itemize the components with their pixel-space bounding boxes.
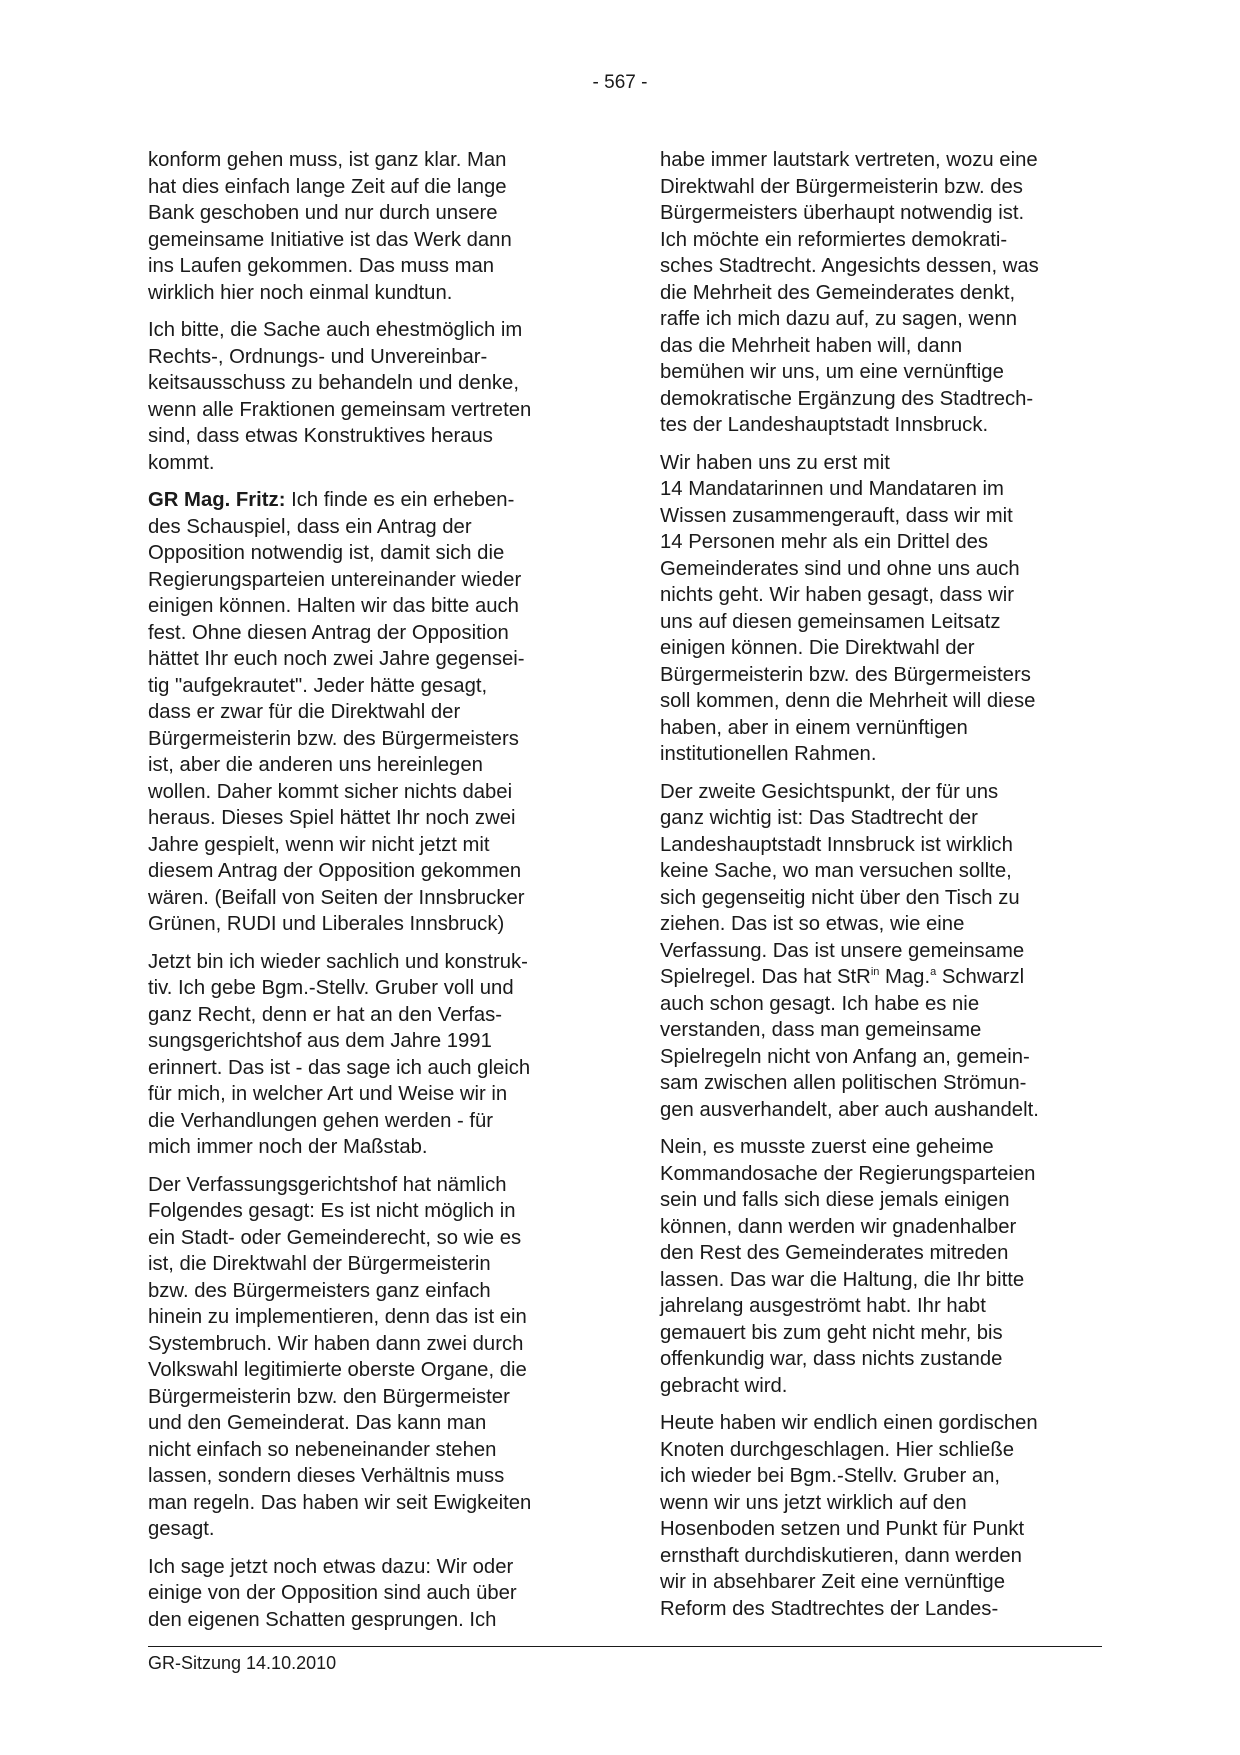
paragraph: Wir haben uns zu erst mit 14 Mandatarinnen und Mandataren im Wissen zusammengerauft, dass wir mit 14 Personen mehr als ein Drittel des Gemeinderates sind und ohne uns auch nichts geht. Wir haben gesagt, dass wir uns auf diesen gemeinsamen Leitsatz einigen können. Die Direktwahl der Bürgermeisterin bzw. des Bürgermeisters soll kommen, denn die Mehrheit will diese haben, aber in einem vernünftigen institutionellen Rahmen. bbox=[660, 451, 1036, 765]
page-number: - 567 - bbox=[592, 72, 648, 93]
paragraph: Nein, es musste zuerst eine geheime Kommandosache der Regierungsparteien sein und falls sich diese jemals einigen können, dann werden wir gnadenhalber den Rest des Gemeinderates mitreden lassen. Das war die Haltung, die Ihr bitte jahrelang ausgeströmt habt. Ihr habt gemauert bis zum geht nicht mehr, bis offenkundig war, dass nichts zustande gebracht wird. bbox=[660, 1136, 1036, 1397]
paragraph: Ich bitte, die Sache auch ehestmöglich im Rechts-, Ordnungs- und Unvereinbar- keitsausschuss zu behandeln und denke, wenn alle Fraktionen gemeinsam vertreten sind, dass etwas Konstruktives heraus kommt. bbox=[148, 319, 532, 474]
paragraph: Jetzt bin ich wieder sachlich und konstruk- tiv. Ich gebe Bgm.-Stellv. Gruber voll und ganz Recht, denn er hat an den Verfas- sungsgerichtshof aus dem Jahre 1991 erinnert. Das ist - das sage ich auch gleich für mich, in welcher Art und Weise wir in die Verhandlungen gehen werden - für mich immer noch der Maßstab. bbox=[148, 950, 531, 1158]
paragraph bbox=[660, 779, 1100, 1124]
text-segment: Mag. bbox=[879, 966, 931, 988]
left-column bbox=[148, 147, 588, 1644]
footer-session-date: GR-Sitzung 14.10.2010 bbox=[148, 1653, 337, 1673]
superscript: in bbox=[870, 966, 880, 979]
paragraph: konform gehen muss, ist ganz klar. Man hat dies einfach lange Zeit auf die lange Bank geschoben und nur durch unsere gemeinsame Initiative ist das Werk dann ins Laufen gekommen. Das muss man wirklich hier noch einmal kundtun. bbox=[148, 149, 512, 304]
paragraph: habe immer lautstark vertreten, wozu eine Direktwahl der Bürgermeisterin bzw. des Bürgermeisters überhaupt notwendig ist. Ich möchte ein reformiertes demokrati- sches Stadtrecht. Angesichts dessen, was die Mehrheit des Gemeinderates denkt, raffe ich mich dazu auf, zu sagen, wenn das die Mehrheit haben will, dann bemühen wir uns, um eine vernünftige demokratische Ergänzung des Stadtrech- tes der Landeshauptstadt Innsbruck. bbox=[660, 149, 1039, 436]
paragraph: Ich sage jetzt noch etwas dazu: Wir oder einige von der Opposition sind auch über den eigenen Schatten gesprungen. Ich bbox=[148, 1555, 517, 1631]
paragraph: Heute haben wir endlich einen gordischen Knoten durchgeschlagen. Hier schließe ich wieder bei Bgm.-Stellv. Gruber an, wenn wir uns jetzt wirklich auf den Hosenboden setzen und Punkt für Punkt ernsthaft durchdiskutieren, dann werden wir in absehbarer Zeit eine vernünftige Reform des Stadtrechtes der Landes- bbox=[660, 1412, 1038, 1620]
text-segment: Schwarzl auch schon gesagt. Ich habe es nie verstanden, dass man gemeinsame Spielregeln nicht von Anfang an, gemein- sam zwischen allen politischen Strömun- gen ausverhandelt, aber auch aushandelt. bbox=[660, 966, 1039, 1121]
speech-text: Ich finde es ein erheben- des Schauspiel, dass ein Antrag der Opposition notwendig ist, damit sich die Regierungsparteien untereinander wieder einigen können. Halten wir das bitte auch fest. Ohne diesen Antrag der Opposition hättet Ihr euch noch zwei Jahre gegensei- tig "aufgekrautet". Jeder hätte gesagt, dass er zwar für die Direktwahl der Bürgermeisterin bzw. des Bürgermeisters ist, aber die anderen uns hereinlegen wollen. Daher kommt sicher nichts dabei heraus. Dieses Spiel hättet Ihr noch zwei Jahre gespielt, wenn wir nicht jetzt mit diesem Antrag der Opposition gekommen wären. (Beifall von Seiten der Innsbrucker Grünen, RUDI und Liberales Innsbruck) bbox=[148, 489, 525, 935]
speaker-name: GR Mag. Fritz: bbox=[148, 489, 286, 511]
footer-divider bbox=[148, 1646, 1102, 1647]
paragraph: Der Verfassungsgerichtshof hat nämlich Folgendes gesagt: Es ist nicht möglich in ein Stadt- oder Gemeinderecht, so wie es ist, die Direktwahl der Bürgermeisterin bzw. des Bürgermeisters ganz einfach hinein zu implementieren, denn das ist ein Systembruch. Wir haben dann zwei durch Volkswahl legitimierte oberste Organe, die Bürgermeisterin bzw. den Bürgermeister und den Gemeinderat. Das kann man nicht einfach so nebeneinander stehen lassen, sondern dieses Verhältnis muss man regeln. Das haben wir seit Ewigkeiten gesagt. bbox=[148, 1173, 532, 1540]
paragraph-speaker-fritz bbox=[148, 487, 588, 938]
right-column bbox=[660, 147, 1100, 1633]
superscript: a bbox=[930, 966, 937, 979]
text-segment: Der zweite Gesichtspunkt, der für uns ganz wichtig ist: Das Stadtrecht der Landeshauptstadt Innsbruck ist wirklich keine Sache, wo man versuchen sollte, sich gegenseitig nicht über den Tisch zu ziehen. Das ist so etwas, wie eine Verfassung. Das ist unsere gemeinsame Spielregel. Das hat StR bbox=[660, 780, 1025, 988]
